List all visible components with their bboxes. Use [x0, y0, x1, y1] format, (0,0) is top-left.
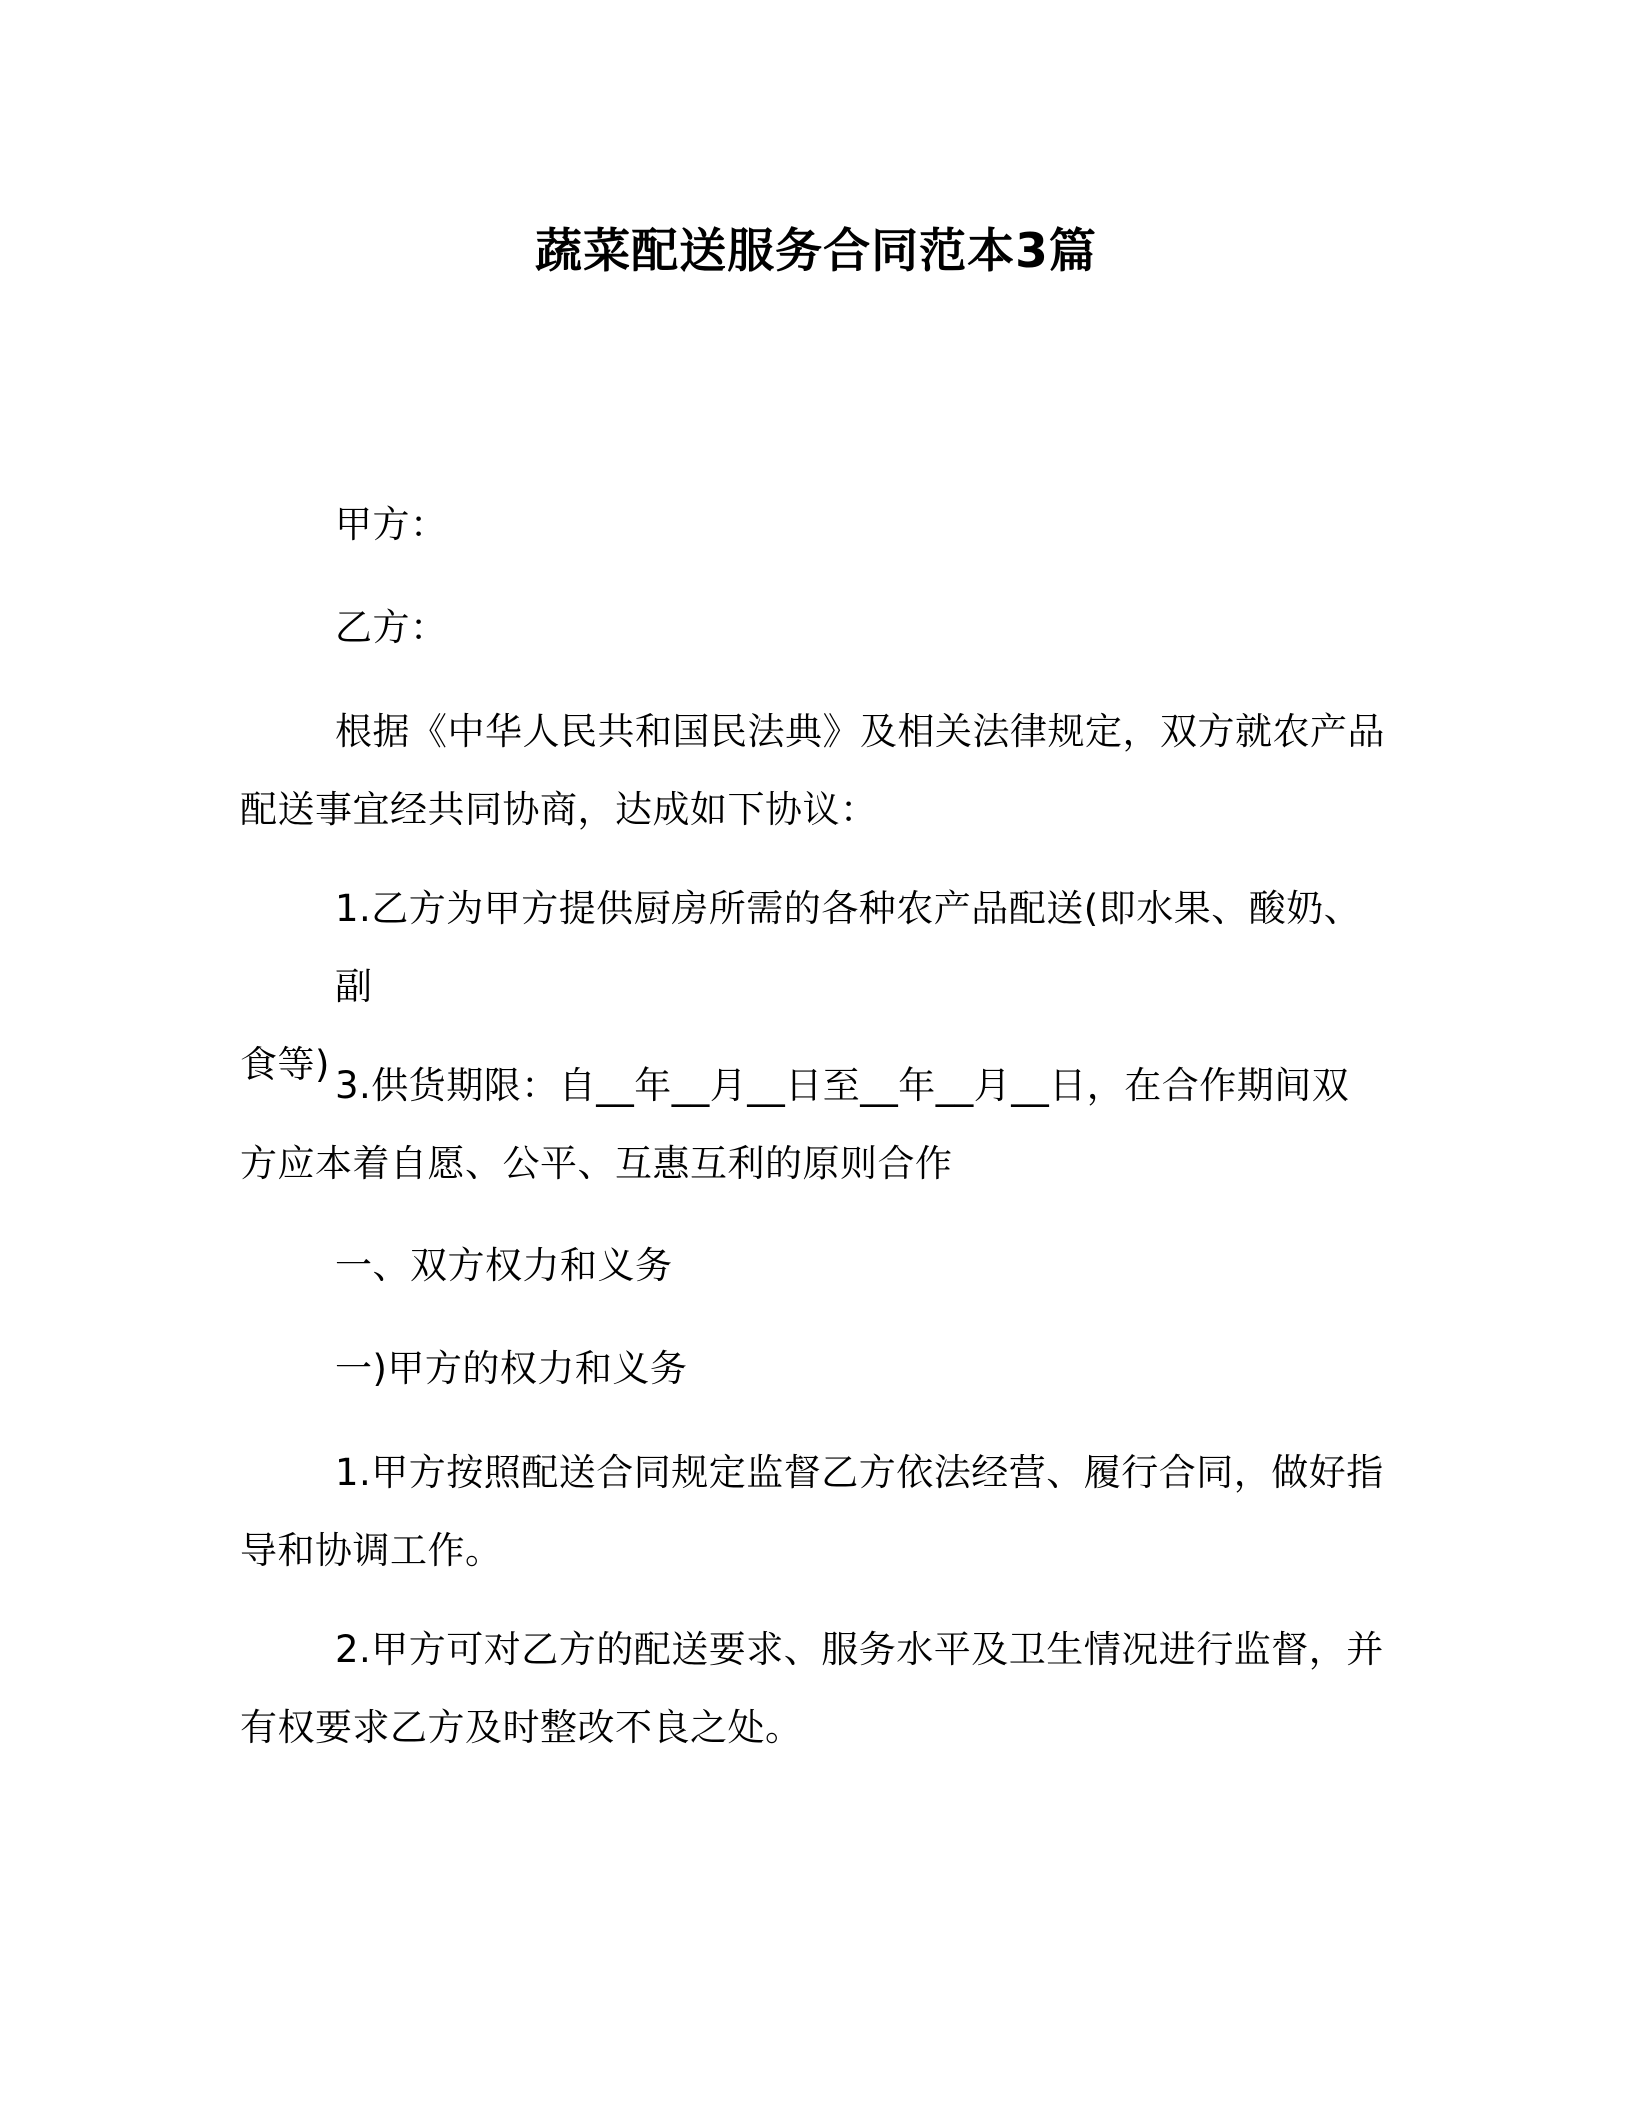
paragraph-line: 1.甲方按照配送合同规定监督乙方依法经营、履行合同，做好指	[335, 1451, 1384, 1494]
paragraph-line: 根据《中华人民共和国民法典》及相关法律规定，双方就农产品	[335, 710, 1385, 753]
party-b-line	[335, 589, 1485, 667]
paragraph-line: 1.乙方为甲方提供厨房所需的各种农产品配送(即水果、酸奶、副	[335, 887, 1362, 1008]
paragraph-line: 导和协调工作。	[240, 1529, 503, 1572]
clause-3-paragraph	[240, 1047, 1390, 1203]
paragraph-line: 有权要求乙方及时整改不良之处。	[240, 1706, 803, 1749]
paragraph-line: 3.供货期限：自__年__月__日至__年__月__日，在合作期间双	[335, 1064, 1350, 1107]
section-heading-text: 一、双方权力和义务	[335, 1244, 673, 1287]
paragraph-line: 食等)	[240, 1043, 330, 1086]
paragraph-line: 方应本着自愿、公平、互惠互利的原则合作	[240, 1142, 953, 1185]
subsection-heading	[335, 1330, 1485, 1408]
paragraph-line: 2.甲方可对乙方的配送要求、服务水平及卫生情况进行监督，并	[335, 1628, 1384, 1671]
subsection-heading-text: 一)甲方的权力和义务	[335, 1347, 688, 1390]
party-b-label: 乙方：	[335, 606, 448, 649]
section-heading	[335, 1227, 1485, 1305]
paragraph-line: 配送事宜经共同协商，达成如下协议：	[240, 788, 878, 831]
party-a-label: 甲方：	[335, 503, 448, 546]
party-a-duty-2-paragraph	[240, 1611, 1390, 1767]
document-title: 蔬菜配送服务合同范本3篇	[535, 224, 1097, 279]
party-a-duty-1-paragraph	[240, 1434, 1390, 1590]
party-a-line	[335, 486, 1485, 564]
preamble-paragraph	[240, 693, 1390, 849]
